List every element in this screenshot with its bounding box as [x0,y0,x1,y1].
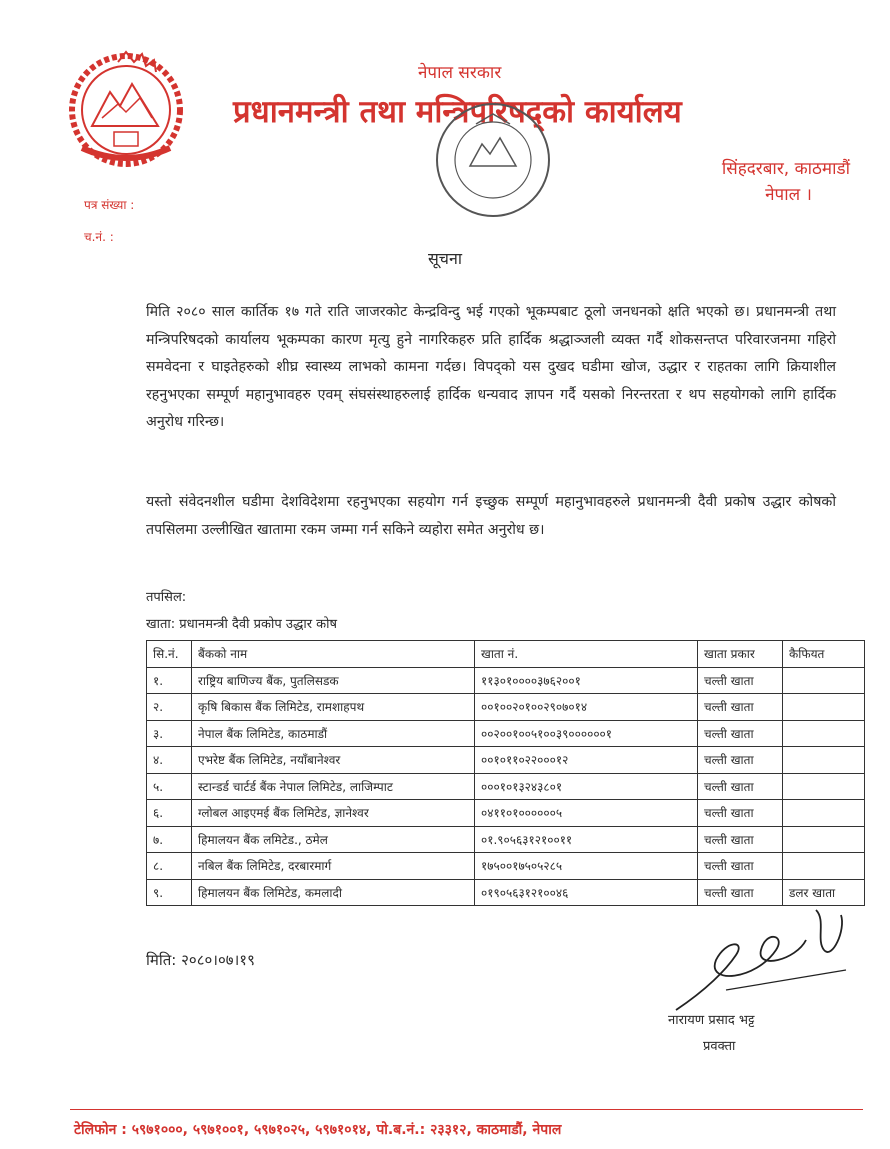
col-header-account-no: खाता नं. [475,641,698,668]
signatory-title: प्रवक्ता [703,1039,736,1054]
table-row [147,800,865,827]
office-name: प्रधानमन्त्री तथा मन्त्रिपरिषद्को कार्यालय [233,94,682,130]
dispatch-number-label: च.नं. : [84,230,114,244]
cell-bank-name: राष्ट्रिय बाणिज्य बैंक, पुतलिसडक [192,667,475,694]
cell-sn: ९. [147,879,192,906]
cell-account-no: ००१००२०१००२९०७०१४ [475,694,698,721]
cell-bank-name: एभरेष्ट बैंक लिमिटेड, नयाँबानेश्वर [192,747,475,774]
cell-account-type: चल्ती खाता [698,667,783,694]
cell-bank-name: ग्लोबल आइएमई बैंक लिमिटेड, ज्ञानेश्वर [192,800,475,827]
cell-remarks [783,800,865,827]
col-header-remarks: कैफियत [783,641,865,668]
signatory-name: नारायण प्रसाद भट्ट [668,1013,755,1028]
col-header-bank: बैंकको नाम [192,641,475,668]
cell-bank-name: हिमालयन बैंक लमिटेड., ठमेल [192,826,475,853]
table-row [147,826,865,853]
cell-account-type: चल्ती खाता [698,747,783,774]
col-header-account-type: खाता प्रकार [698,641,783,668]
notice-title: सूचना [427,249,462,268]
table-header-row [147,641,865,668]
cell-account-type: चल्ती खाता [698,720,783,747]
address-line2: नेपाल । [765,185,812,205]
cell-account-no: ०१.९०५६३१२१००११ [475,826,698,853]
cell-bank-name: नबिल बैंक लिमिटेड, दरबारमार्ग [192,853,475,880]
notice-paragraph-2: यस्तो संवेदनशील घडीमा देशविदेशमा रहनुभएका सहयोग गर्न इच्छुक सम्पूर्ण महानुभावहरुले प्रधानमन्त्री दैवी प्रकोष उद्धार कोषको तपसिलमा उल्लीखित खातामा रकम जम्मा गर्न सकिने व्यहोरा समेत अनुरोध छ। [146,494,836,538]
cell-account-type: चल्ती खाता [698,879,783,906]
cell-account-no: ०००१०१३२४३८०१ [475,773,698,800]
letter-number-label: पत्र संख्या : [84,198,135,212]
cell-bank-name: स्टान्डर्ड चार्टर्ड बैंक नेपाल लिमिटेड, लाजिम्पाट [192,773,475,800]
cell-remarks [783,694,865,721]
notice-paragraph-1: मिति २०८० साल कार्तिक १७ गते राति जाजरकोट केन्द्रविन्दु भई गएको भूकम्पबाट ठूलो जनधनको क्षति भएको छ। प्रधानमन्त्री तथा मन्त्रिपरिषदको कार्यालय भूकम्पका कारण मृत्यु हुने नागरिकहरु प्रति हार्दिक श्रद्धाञ्जली व्यक्त गर्दै शोकसन्तप्त परिवारजनमा गहिरो समवेदना र घाइतेहरुको शीघ्र स्वास्थ्य लाभको कामना गर्दछ। विपद्को यस दुखद घडीमा खोज, उद्धार र राहतका लागि क्रियाशील रहनुभएका सम्पूर्ण महानुभावहरु एवम् संघसंस्थाहरुलाई हार्दिक धन्यवाद ज्ञापन गर्दै यसको निरन्तरता र थप सहयोगको लागि हार्दिक अनुरोध गरिन्छ। [146,304,836,430]
cell-account-no: ०१९०५६३१२१००४६ [475,879,698,906]
cell-sn: २. [147,694,192,721]
footer-contact: टेलिफोन : ५९७१०००, ५९७१००१, ५९७१०२५, ५९७१०१४, पो.ब.नं.: २३३१२, काठमाडौं, नेपाल [74,1122,562,1138]
table-row [147,694,865,721]
cell-sn: ४. [147,747,192,774]
handwritten-signature-icon [666,900,876,1020]
cell-sn: ३. [147,720,192,747]
cell-remarks [783,853,865,880]
account-fund-label: खाता: प्रधानमन्त्री दैवी प्रकोप उद्धार कोष [146,617,338,632]
cell-account-type: चल्ती खाता [698,694,783,721]
cell-account-no: ०४११०१००००००५ [475,800,698,827]
schedule-label: तपसिल: [146,590,187,605]
address-line1: सिंहदरबार, काठमाडौं [721,159,850,179]
cell-remarks [783,773,865,800]
cell-remarks [783,720,865,747]
cell-account-no: ११३०१००००३७६२००१ [475,667,698,694]
cell-bank-name: नेपाल बैंक लिमिटेड, काठमाडौं [192,720,475,747]
table-row [147,747,865,774]
col-header-sn: सि.नं. [147,641,192,668]
table-row [147,773,865,800]
notice-date: मिति: २०८०।०७।१९ [146,951,255,969]
cell-remarks [783,826,865,853]
nepal-coat-of-arms-icon [62,48,190,170]
footer-divider [70,1109,863,1110]
office-seal-icon [418,100,568,222]
table-row [147,667,865,694]
cell-remarks [783,667,865,694]
cell-account-type: चल्ती खाता [698,800,783,827]
table-row [147,720,865,747]
cell-account-no: ००१०११०२२०००१२ [475,747,698,774]
cell-account-type: चल्ती खाता [698,826,783,853]
cell-sn: ५. [147,773,192,800]
cell-remarks [783,747,865,774]
cell-account-type: चल्ती खाता [698,853,783,880]
table-row [147,853,865,880]
cell-sn: ६. [147,800,192,827]
cell-remarks: डलर खाता [783,879,865,906]
cell-bank-name: कृषि बिकास बैंक लिमिटेड, रामशाहपथ [192,694,475,721]
cell-account-no: १७५००१७५०५२८५ [475,853,698,880]
cell-sn: १. [147,667,192,694]
cell-account-no: ००२००१००५१००३९००००००१ [475,720,698,747]
cell-sn: ७. [147,826,192,853]
cell-sn: ८. [147,853,192,880]
government-name: नेपाल सरकार [418,63,502,83]
cell-account-type: चल्ती खाता [698,773,783,800]
bank-account-table [146,640,865,906]
cell-bank-name: हिमालयन बैंक लिमिटेड, कमलादी [192,879,475,906]
